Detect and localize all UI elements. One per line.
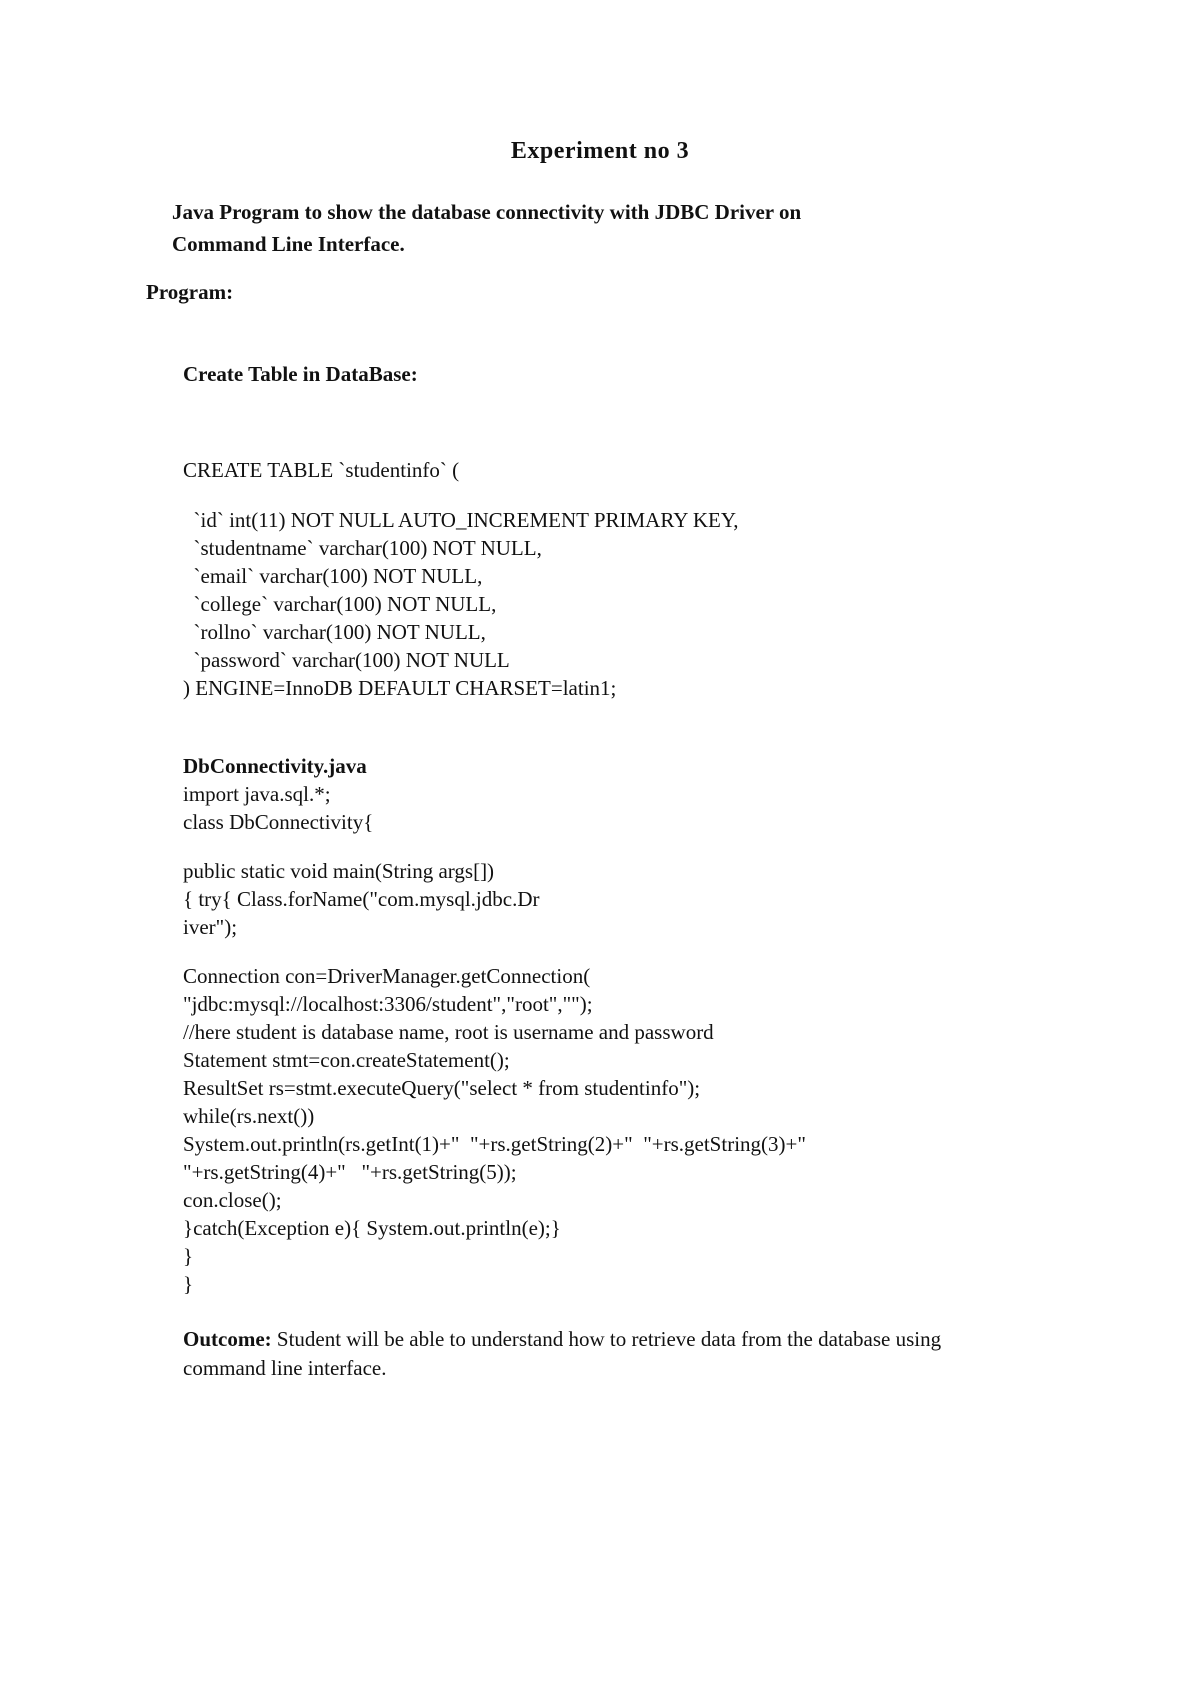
outcome-paragraph [183,1325,1083,1383]
sql-line: `id` int(11) NOT NULL AUTO_INCREMENT PRIMARY KEY, [183,508,739,532]
java-line: "jdbc:mysql://localhost:3306/student","root",""); [183,992,593,1016]
java-line: public static void main(String args[]) [183,859,495,883]
aim-statement [172,196,972,260]
sql-line: `password` varchar(100) NOT NULL [183,648,510,672]
outcome-label: Outcome: [183,1327,272,1351]
java-line: Statement stmt=con.createStatement(); [183,1048,510,1072]
java-line: while(rs.next()) [183,1104,315,1128]
program-label: Program: [146,280,234,304]
java-line: "+rs.getString(4)+" "+rs.getString(5)); [183,1160,517,1184]
outcome-text-1: Student will be able to understand how to retrieve data from the database using [271,1327,942,1351]
java-line: System.out.println(rs.getInt(1)+" "+rs.getString(2)+" "+rs.getString(3)+" [183,1132,806,1156]
document-title: Experiment no 3 [510,138,690,164]
java-line: Connection con=DriverManager.getConnection( [183,964,591,988]
outcome-line-1 [183,1325,1083,1354]
sql-line: `rollno` varchar(100) NOT NULL, [183,620,486,644]
outcome-text-2: command line interface. [183,1356,387,1380]
java-line: }catch(Exception e){ System.out.println(e);} [183,1216,561,1240]
sql-line: `studentname` varchar(100) NOT NULL, [183,536,542,560]
sql-line: ) ENGINE=InnoDB DEFAULT CHARSET=latin1; [183,676,617,700]
sql-line: CREATE TABLE `studentinfo` ( [183,458,460,482]
java-line: } [183,1244,194,1268]
java-line: ResultSet rs=stmt.executeQuery("select * from studentinfo"); [183,1076,701,1100]
java-line: iver"); [183,915,238,939]
java-line: { try{ Class.forName("com.mysql.jdbc.Dr [183,887,540,911]
java-filename: DbConnectivity.java [183,754,367,778]
java-line: import java.sql.*; [183,782,331,806]
create-table-heading: Create Table in DataBase: [183,362,418,386]
aim-line-2: Command Line Interface. [172,232,405,256]
java-line: con.close(); [183,1188,282,1212]
sql-line: `college` varchar(100) NOT NULL, [183,592,497,616]
java-line: //here student is database name, root is username and password [183,1020,714,1044]
java-line: } [183,1272,194,1296]
java-line: class DbConnectivity{ [183,810,374,834]
aim-line-1: Java Program to show the database connectivity with JDBC Driver on [172,200,802,224]
sql-line: `email` varchar(100) NOT NULL, [183,564,483,588]
